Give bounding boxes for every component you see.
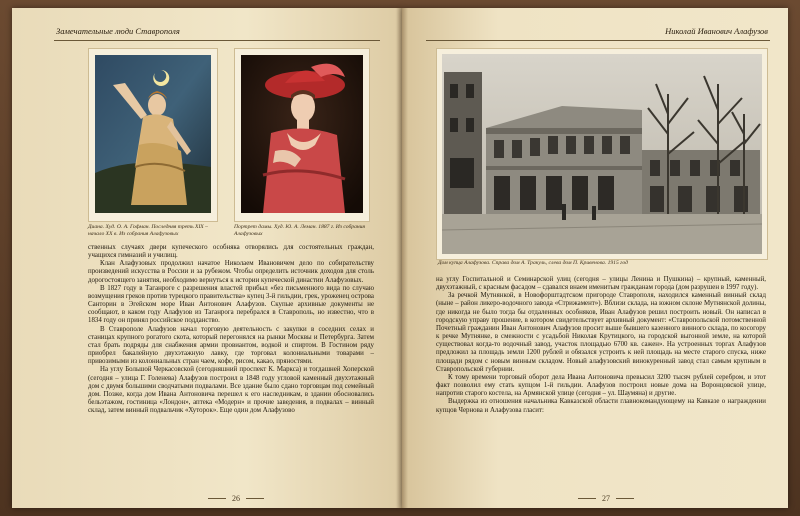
- left-paragraph: В 1827 году в Таганроге с разрешения властей прибыл «без письменного вида по случаю возмущения греков против турецкого правительства» купец 3-й гильдии, грек, уроженец острова Санторин в Эгейском море Иван Антонович Алафузов. Скупые архивные документы не сообщают, в каком году Алафузов из Таганрога перебрался в Ставрополь, но известно, что в 1834 году он принял российское подданство.: [88, 284, 374, 325]
- left-paragraph: На углу Большой Черкасовской (сегодняшний проспект К. Маркса) и тогдашней Хоперской (сегодня – улица Г. Голенева) Алафузов построил в 1848 году угловой каменный двухэтажный дом с двумя большими сводчатыми подвалами. Все здание было сдано торговцам под семейный дом. Позже, когда дом Ивана Антоновича перешел к его наследникам, в здании обосновались бельэтажом, гостиница «Лондон», аптека «Модерн» и прочие заведения, в подвалах – винный склад, затем винный подвальчик «Хуторок». Еще один дом Алафузово: [88, 366, 374, 415]
- right-head-rule: [426, 40, 770, 41]
- portrait-painting: [241, 55, 363, 213]
- left-paragraph: В Ставрополе Алафузов начал торговую деятельность с закупки в соседних селах и станицах крупного рогатого скота, который перегонялся на рынки Москвы и Петербурга. Затем стал брать подряды для снабжения армии провиантом, водкой и спиртом. В Гостином ряду приобрел бакалейную двухэтажную лавку, где торговал колониальными товарами – привозимыми из колониальных стран чаем, кофе, рисом, какао, пряностями.: [88, 325, 374, 366]
- right-page-number: 27: [602, 494, 610, 503]
- left-page: [12, 8, 402, 508]
- right-body-text: [436, 276, 766, 490]
- house-photo-caption: Дом купца Алафузова. Справа дом А. Тракуль, слева дом П. Кривенова. 1915 год: [438, 260, 628, 266]
- right-running-head: Николай Иванович Алафузов: [665, 26, 768, 36]
- figure-diana: [88, 48, 218, 222]
- figure-portrait: [234, 48, 370, 222]
- right-paragraph: Выдержка из отношения начальника Кавказской области главнокомандующему на Кавказе о награждении купцов Чернова и Алафузова гласит:: [436, 398, 766, 414]
- left-running-head: Замечательные люди Ставрополя: [56, 26, 180, 36]
- left-body-text: [88, 244, 374, 490]
- left-page-number: 26: [232, 494, 240, 503]
- right-page: [402, 8, 788, 508]
- left-paragraph: ственных случаях двери купеческого особняка отворялись для состоятельных граждан, учащихся гимназий и училищ.: [88, 244, 374, 260]
- right-paragraph: К тому времени торговый оборот дела Ивана Антоновича превысил 3200 тысяч рублей серебром, и этот факт позволил ему стать купцом 1-й гильдии. Алафузов построил новые дома на Воронцовской улице, напротив старого костела, на Армянской улице (сегодня – ул. Шаумяна) и другие.: [436, 373, 766, 398]
- left-folio: [208, 494, 264, 503]
- left-head-rule: [54, 40, 380, 41]
- figure-house-photo: [436, 48, 768, 260]
- house-photo: [442, 54, 762, 254]
- folio-dash: [246, 498, 264, 499]
- figure-diana-caption: Диана. Худ. О. А. Гофман. Последняя треть XIX – начало XX в. Из собрания Алафузовых: [88, 224, 208, 237]
- right-paragraph: За речкой Мутнянкой, в Новофорштадтском пригороде Ставрополя, находился каменный винный склад (ныне – район ликеро-водочного завода «Стрижамент»). Вблизи склада, на южном склоне Мутнянской долины, где никогда не было тогда бы отдаленных особняков, Иван Алафузов решил построить новый. Он написал в городскую управу прошение, в котором свидетельствует архивный документ: «Ставропольской потомственной Почетный гражданин Иван Антонович Алафузов просит выше бывшего казенного винного склада, по косогору к речке Мутнянке, в смежности с усадьбой Николая Крутицкого, на городской выгонной земле, на которой существовал когда-то водочный завод, участок площадью 6700 кв. сажен». На устроенных торгах Алафузов предложил за площадь земли 1200 рублей и обязался устроить к ней площадь на месте старого спуска, ниже площади рядом с новым винным складом. Новый алафузовский винокуренный завод стал самым крупным в Ставропольской губернии.: [436, 292, 766, 373]
- left-paragraph: Клан Алафузовых продолжил начатое Николаем Ивановичем дело по собирательству произведений искусства в России и за рубежом. Чтобы определить источник доходов для столь дорогостоящего занятия, необходимо вернуться к истории купеческой династии Алафузовых.: [88, 260, 374, 284]
- book-gutter: [396, 8, 408, 508]
- figure-portrait-caption: Портрет дамы. Худ. Ю. А. Леман. 1887 г. Из собрания Алафузовых: [234, 224, 366, 237]
- diana-painting: [95, 55, 211, 213]
- folio-dash: [208, 498, 226, 499]
- right-folio: [578, 494, 634, 503]
- right-paragraph: на углу Госпитальной и Семинарской улиц (сегодня – улицы Ленина и Пушкина) – крупный, каменный, двухэтажный, с красным фасадом – сдавался внаем именитым гражданам города (дом разрушен в 1997 году).: [436, 276, 766, 292]
- folio-dash: [616, 498, 634, 499]
- folio-dash: [578, 498, 596, 499]
